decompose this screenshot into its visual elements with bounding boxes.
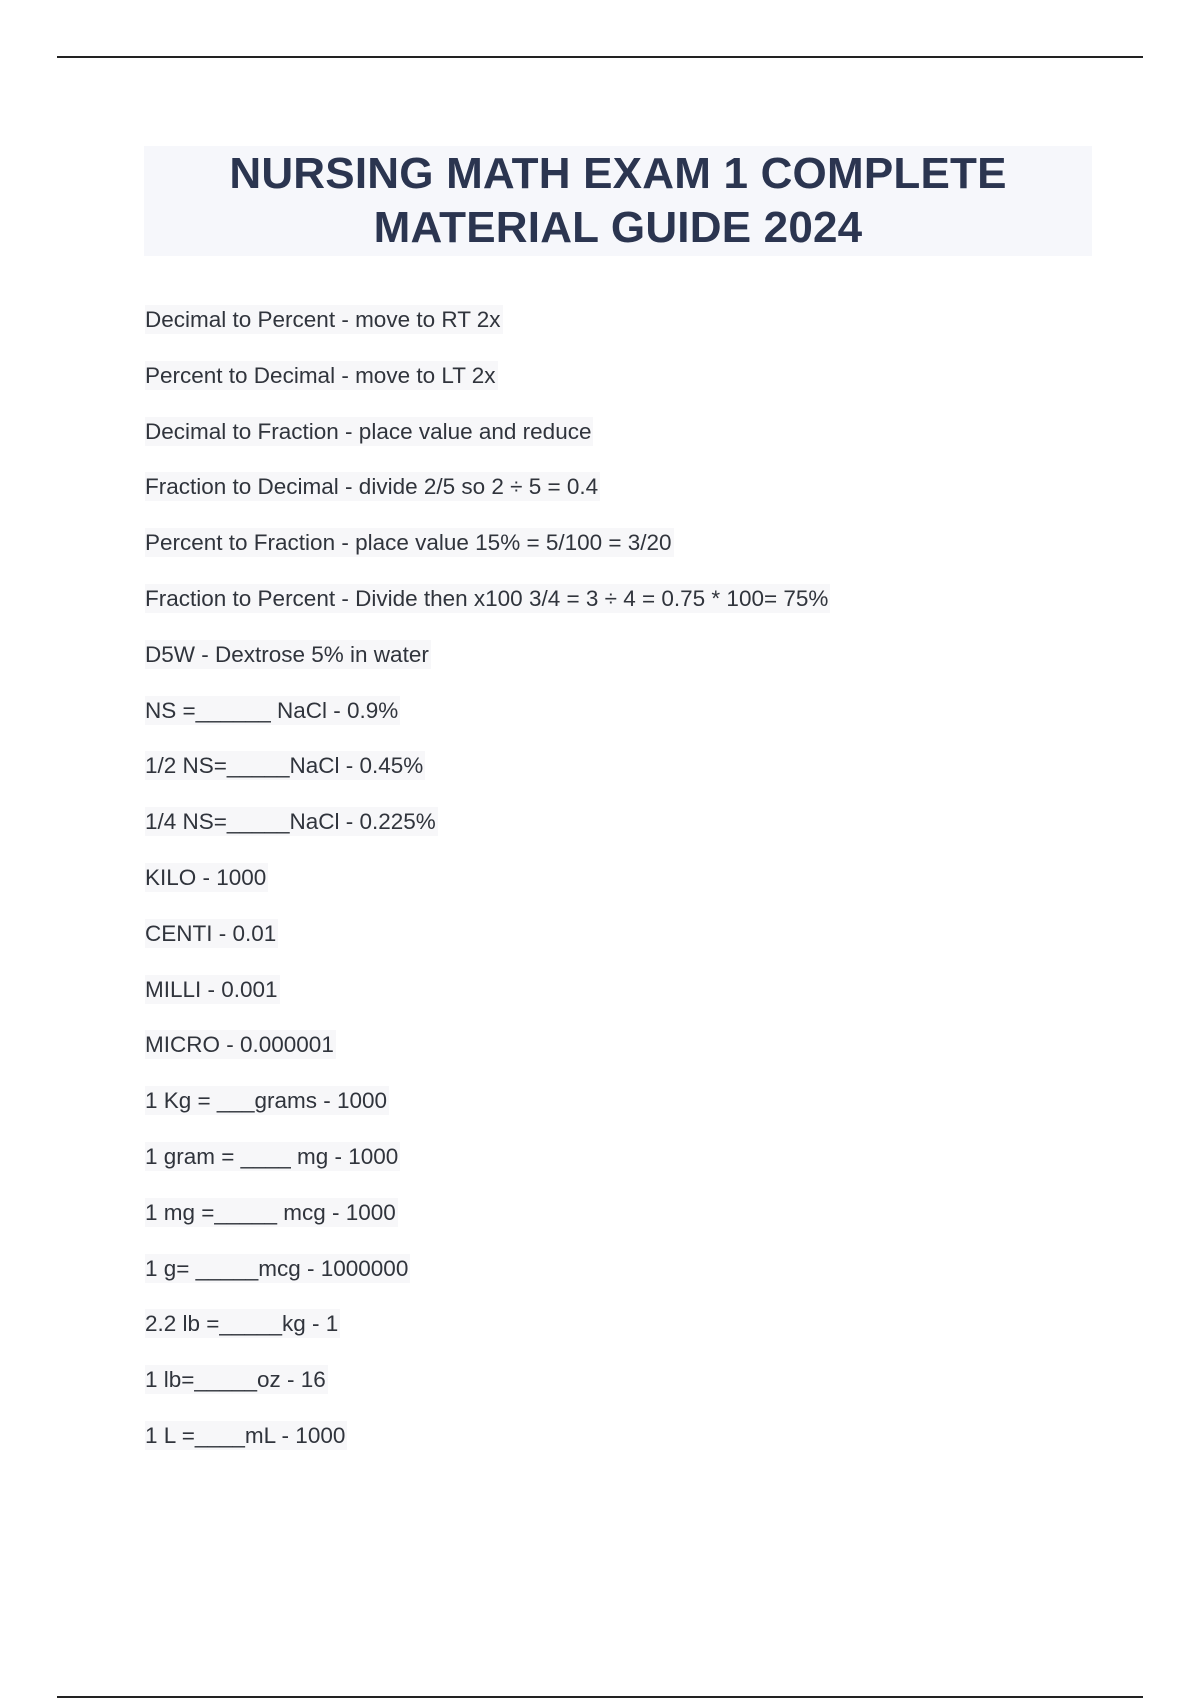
list-item — [145, 693, 830, 749]
list-item — [145, 804, 830, 860]
item-text: 2.2 lb =_____kg - 1 — [145, 1311, 339, 1337]
item-text: Percent to Fraction - place value 15% = 5/100 = 3/20 — [145, 530, 672, 556]
list-item — [145, 469, 830, 525]
footer-rule — [57, 1696, 1143, 1698]
list-item — [145, 358, 830, 414]
item-text: 1 g= _____mcg - 1000000 — [145, 1255, 409, 1281]
item-text: Fraction to Percent - Divide then x100 3/4 = 3 ÷ 4 = 0.75 * 100= 75% — [145, 585, 829, 611]
list-item — [145, 916, 830, 972]
item-text: NS =______ NaCl - 0.9% — [145, 697, 399, 723]
list-item — [145, 860, 830, 916]
item-text: 1 mg =_____ mcg - 1000 — [145, 1199, 396, 1225]
list-item — [145, 1306, 830, 1362]
list-item — [145, 748, 830, 804]
document-title — [229, 147, 1006, 255]
item-text: 1/2 NS=_____NaCl - 0.45% — [145, 753, 424, 779]
list-item — [145, 1195, 830, 1251]
list-item — [145, 637, 830, 693]
item-text: MILLI - 0.001 — [145, 976, 278, 1002]
item-text: Fraction to Decimal - divide 2/5 so 2 ÷ 5 = 0.4 — [145, 474, 599, 500]
title-banner — [144, 146, 1092, 256]
list-item — [145, 1083, 830, 1139]
item-text: 1 Kg = ___grams - 1000 — [145, 1088, 388, 1114]
list-item — [145, 581, 830, 637]
item-text: MICRO - 0.000001 — [145, 1032, 334, 1058]
item-text: Percent to Decimal - move to LT 2x — [145, 362, 496, 388]
list-item — [145, 1027, 830, 1083]
item-text: Decimal to Percent - move to RT 2x — [145, 307, 501, 332]
item-text: D5W - Dextrose 5% in water — [145, 641, 429, 667]
item-text: Decimal to Fraction - place value and reduce — [145, 418, 592, 444]
list-item — [145, 525, 830, 581]
flashcard-list — [145, 302, 830, 1474]
item-text: 1/4 NS=_____NaCl - 0.225% — [145, 809, 436, 835]
list-item — [145, 1418, 830, 1474]
list-item — [145, 414, 830, 470]
list-item — [145, 1362, 830, 1418]
item-text: 1 gram = ____ mg - 1000 — [145, 1143, 399, 1169]
header-rule — [57, 56, 1143, 58]
list-item — [145, 972, 830, 1028]
item-text: 1 L =____mL - 1000 — [145, 1422, 346, 1448]
list-item — [145, 1139, 830, 1195]
list-item — [145, 1251, 830, 1307]
item-text: KILO - 1000 — [145, 864, 267, 890]
item-text: 1 lb=_____oz - 16 — [145, 1367, 326, 1393]
title-line-2: MATERIAL GUIDE 2024 — [373, 203, 863, 252]
list-item — [145, 302, 830, 358]
title-line-1: NURSING MATH EXAM 1 COMPLETE — [229, 149, 1007, 198]
item-text: CENTI - 0.01 — [145, 920, 277, 946]
